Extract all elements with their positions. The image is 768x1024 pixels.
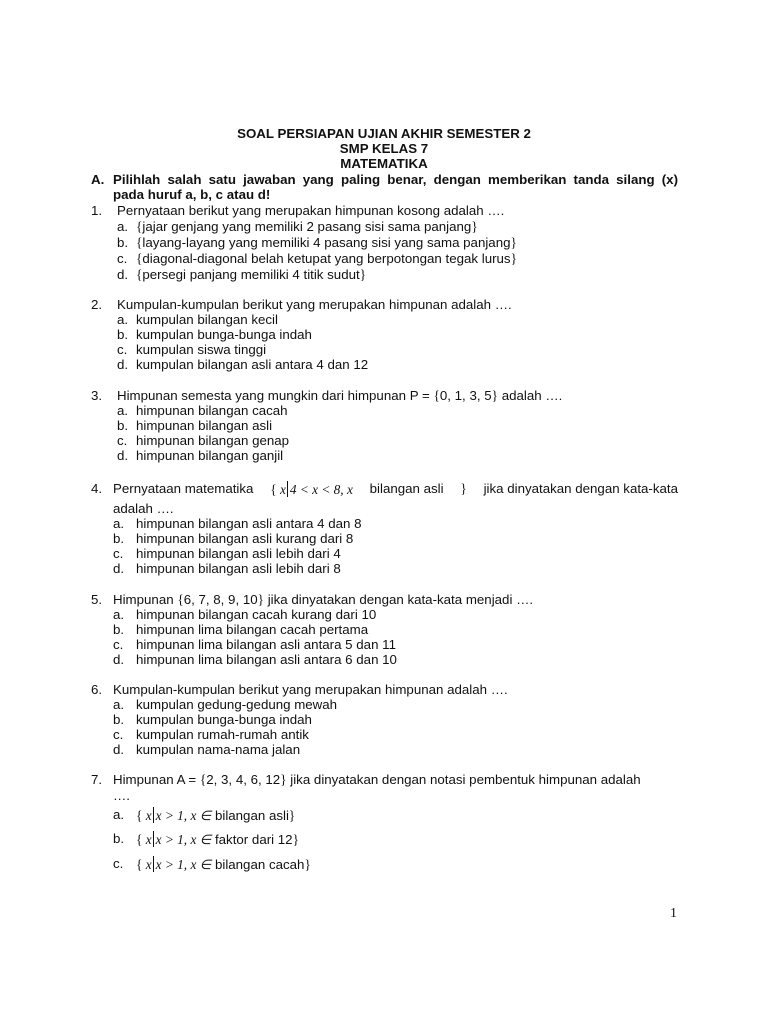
q4-text-cont: adalah …. [113, 501, 174, 516]
q2-option-c-label: c. [117, 342, 128, 357]
doc-title: SOAL PERSIAPAN UJIAN AKHIR SEMESTER 2 [237, 126, 531, 141]
q3-option-c-label: c. [117, 433, 128, 448]
doc-subject: MATEMATIKA [340, 156, 428, 171]
q2-option-a: kumpulan bilangan kecil [136, 312, 278, 327]
q7-option-b-label: b. [113, 831, 125, 846]
section-instruction-line1: Pilihlah salah satu jawaban yang paling benar, dengan memberikan tanda silang (x) [113, 172, 678, 187]
q4-number: 4. [91, 481, 103, 496]
q4-option-c: himpunan bilangan asli lebih dari 4 [136, 546, 341, 561]
q2-option-c: kumpulan siswa tinggi [136, 342, 267, 357]
q6-option-c-label: c. [113, 727, 124, 742]
q3-number: 3. [91, 388, 103, 403]
q5-option-c: himpunan lima bilangan asli antara 5 dan 11 [136, 637, 396, 652]
q5-option-d-label: d. [113, 652, 125, 667]
q3-option-a: himpunan bilangan cacah [136, 403, 288, 418]
q6-option-b: kumpulan bunga-bunga indah [136, 712, 312, 727]
q5-text: Himpunan {6, 7, 8, 9, 10} jika dinyatakan dengan kata-kata menjadi …. [113, 592, 534, 607]
q3-text: Himpunan semesta yang mungkin dari himpunan P = {0, 1, 3, 5} adalah …. [117, 388, 563, 403]
q5-number: 5. [91, 592, 103, 607]
q6-option-c: kumpulan rumah-rumah antik [136, 727, 309, 742]
q7-number: 7. [91, 772, 103, 787]
q4-option-a-label: a. [113, 516, 125, 531]
q5-option-b-label: b. [113, 622, 125, 637]
q6-option-d-label: d. [113, 742, 125, 757]
q5-option-c-label: c. [113, 637, 124, 652]
q1-text: Pernyataan berikut yang merupakan himpunan kosong adalah …. [117, 203, 505, 218]
q6-text: Kumpulan-kumpulan berikut yang merupakan himpunan adalah …. [113, 682, 508, 697]
q1-option-b-label: b. [117, 235, 129, 250]
q2-option-d-label: d. [117, 357, 129, 372]
q7-option-b: { x x > 1, x ∈ faktor dari 12} [136, 832, 299, 847]
q6-option-d: kumpulan nama-nama jalan [136, 742, 301, 757]
q6-number: 6. [91, 682, 103, 697]
q4-option-d-label: d. [113, 561, 125, 576]
q1-option-a-label: a. [117, 219, 129, 234]
q4-option-b: himpunan bilangan asli kurang dari 8 [136, 531, 354, 546]
q1-number: 1. [91, 203, 103, 218]
q2-option-b-label: b. [117, 327, 129, 342]
section-instruction-line2: pada huruf a, b, c atau d! [113, 187, 271, 202]
section-label: A. [91, 172, 105, 187]
q4-option-b-label: b. [113, 531, 125, 546]
q7-option-c-label: c. [113, 856, 124, 871]
q3-option-a-label: a. [117, 403, 129, 418]
q6-option-a-label: a. [113, 697, 125, 712]
q1-option-b: {layang-layang yang memiliki 4 pasang sisi yang sama panjang} [136, 235, 517, 250]
q4-text: Pernyataan matematika { x 4 < x < 8, x bilangan asli } jika dinyatakan dengan kata-kata [113, 481, 678, 497]
q5-option-a: himpunan bilangan cacah kurang dari 10 [136, 607, 377, 622]
q1-option-d-label: d. [117, 267, 129, 282]
q5-option-d: himpunan lima bilangan asli antara 6 dan 10 [136, 652, 397, 667]
q3-option-b-label: b. [117, 418, 129, 433]
q3-option-d: himpunan bilangan ganjil [136, 448, 284, 463]
q2-option-a-label: a. [117, 312, 129, 327]
q3-option-b: himpunan bilangan asli [136, 418, 273, 433]
doc-class: SMP KELAS 7 [339, 141, 429, 156]
q5-option-a-label: a. [113, 607, 125, 622]
page-number: 1 [670, 906, 677, 921]
q1-option-c: {diagonal-diagonal belah ketupat yang berpotongan tegak lurus} [136, 251, 517, 266]
q4-option-d: himpunan bilangan asli lebih dari 8 [136, 561, 341, 576]
q3-option-d-label: d. [117, 448, 129, 463]
q6-option-a: kumpulan gedung-gedung mewah [136, 697, 338, 712]
q7-text-cont: …. [113, 788, 130, 803]
q4-option-a: himpunan bilangan asli antara 4 dan 8 [136, 516, 362, 531]
q4-set-notation: { x 4 < x < 8, x [270, 482, 353, 497]
q7-text: Himpunan A = {2, 3, 4, 6, 12} jika dinyatakan dengan notasi pembentuk himpunan adalah [113, 772, 641, 787]
q6-option-b-label: b. [113, 712, 125, 727]
q2-option-b: kumpulan bunga-bunga indah [136, 327, 312, 342]
q2-number: 2. [91, 297, 103, 312]
q5-option-b: himpunan lima bilangan cacah pertama [136, 622, 369, 637]
q2-text: Kumpulan-kumpulan berikut yang merupakan himpunan adalah …. [117, 297, 512, 312]
q3-option-c: himpunan bilangan genap [136, 433, 290, 448]
q1-option-c-label: c. [117, 251, 128, 266]
q7-option-a: { x x > 1, x ∈ bilangan asli} [136, 808, 296, 823]
q2-option-d: kumpulan bilangan asli antara 4 dan 12 [136, 357, 369, 372]
q4-option-c-label: c. [113, 546, 124, 561]
q1-option-d: {persegi panjang memiliki 4 titik sudut} [136, 267, 367, 282]
q1-option-a: {jajar genjang yang memiliki 2 pasang sisi sama panjang} [136, 219, 478, 234]
q7-option-a-label: a. [113, 807, 125, 822]
q7-option-c: { x x > 1, x ∈ bilangan cacah} [136, 857, 311, 872]
